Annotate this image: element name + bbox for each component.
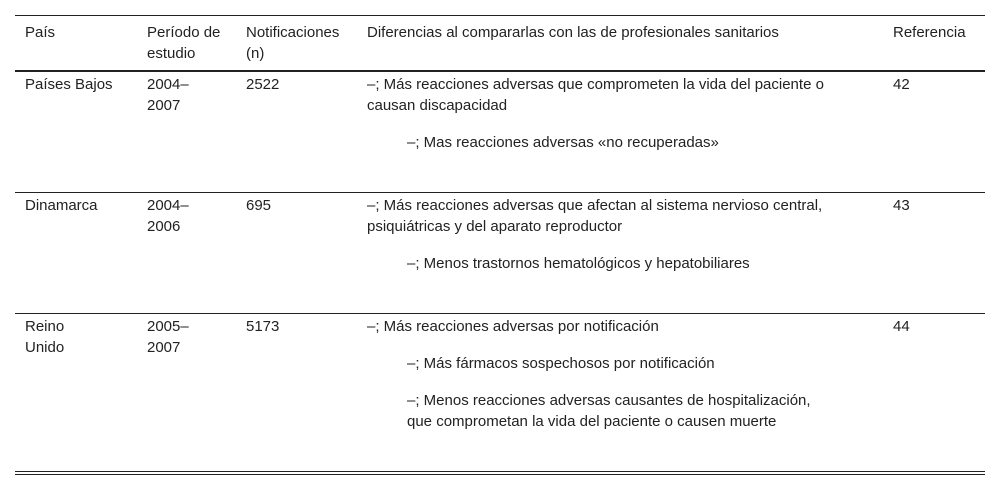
cell-periodo: 2004–2006 bbox=[147, 197, 189, 235]
comparison-table-container bbox=[15, 15, 985, 475]
table-header bbox=[15, 16, 985, 72]
cell-diferencias bbox=[357, 314, 883, 472]
cell-notificaciones: 5173 bbox=[246, 318, 280, 335]
cell-notificaciones: 2522 bbox=[246, 76, 280, 93]
cell-referencia: 42 bbox=[893, 76, 910, 93]
header-referencia: Referencia bbox=[893, 24, 966, 41]
table-row bbox=[15, 314, 985, 472]
cell-diferencias bbox=[357, 193, 883, 314]
header-notificaciones: Notificaciones (n) bbox=[246, 24, 340, 62]
cell-referencia: 44 bbox=[893, 318, 910, 335]
table-bottom-rule bbox=[15, 474, 985, 475]
cell-pais: Dinamarca bbox=[25, 197, 98, 214]
cell-periodo: 2005–2007 bbox=[147, 318, 189, 356]
comparison-table bbox=[15, 15, 985, 472]
cell-referencia: 43 bbox=[893, 197, 910, 214]
header-periodo: Período de estudio bbox=[147, 24, 221, 62]
difference-item: –; Más reacciones adversas que afectan al sistema nervioso central, psiquiátricas y del aparato reproductor bbox=[367, 197, 823, 235]
header-row bbox=[15, 16, 985, 72]
difference-item: –; Mas reacciones adversas «no recuperadas» bbox=[407, 134, 719, 151]
cell-notificaciones: 695 bbox=[246, 197, 272, 214]
header-diferencias: Diferencias al compararlas con las de profesionales sanitarios bbox=[367, 24, 779, 41]
cell-periodo: 2004–2007 bbox=[147, 76, 189, 114]
difference-item: –; Más reacciones adversas que comprometen la vida del paciente o causan discapacidad bbox=[367, 76, 824, 114]
difference-item: –; Menos reacciones adversas causantes de hospitalización, que comprometan la vida del paciente o causen muerte bbox=[407, 392, 811, 430]
table-row bbox=[15, 193, 985, 314]
cell-pais: Reino Unido bbox=[25, 318, 65, 356]
cell-diferencias bbox=[357, 71, 883, 193]
header-pais: País bbox=[25, 24, 56, 41]
difference-item: –; Más fármacos sospechosos por notificación bbox=[407, 355, 715, 372]
difference-item: –; Más reacciones adversas por notificación bbox=[367, 318, 659, 335]
cell-pais: Países Bajos bbox=[25, 76, 113, 93]
table-body bbox=[15, 71, 985, 472]
difference-item: –; Menos trastornos hematológicos y hepatobiliares bbox=[407, 255, 750, 272]
table-row bbox=[15, 71, 985, 193]
